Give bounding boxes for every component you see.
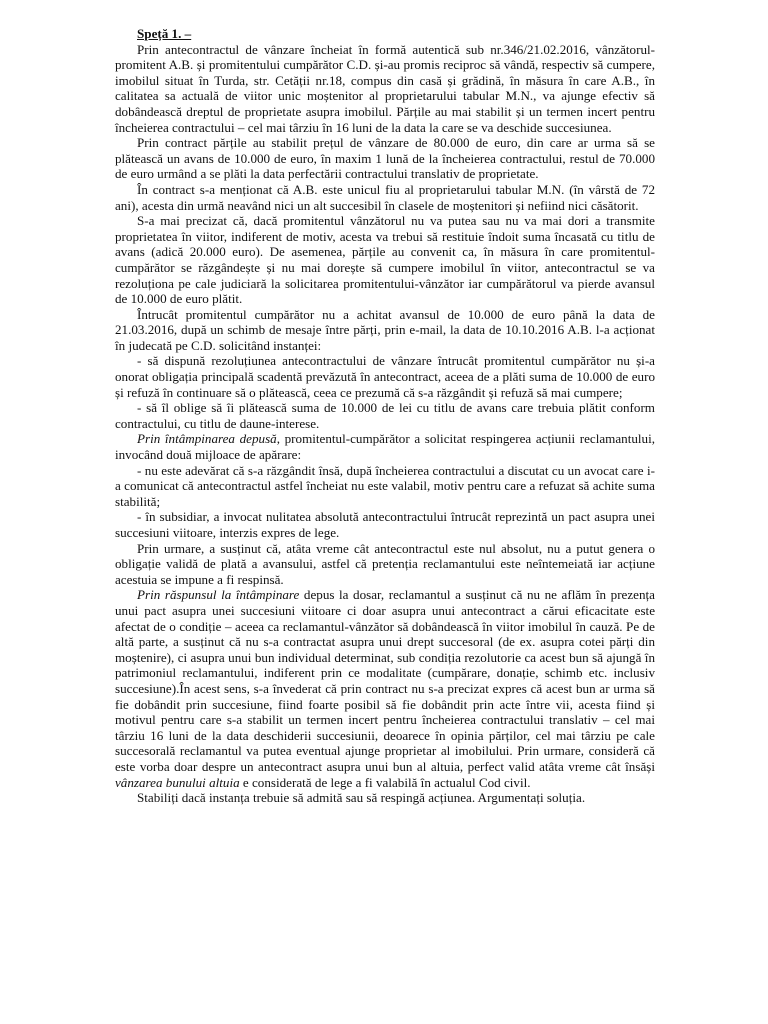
paragraph-defense-conclusion: Prin urmare, a susținut că, atâta vreme cât antecontractul este nul absolut, nu a putut genera o obligație validă de plată a avansului, astfel că pretenția reclamantului este neîntemeiată iar acțiune acestuia se impune a fi respinsă.	[115, 540, 655, 587]
paragraph-defense-two: - în subsidiar, a invocat nulitatea absolută antecontractului întrucât reprezintă un pact asupra unei succesiuni viitoare, interzis expres de lege.	[115, 509, 655, 540]
paragraph-question: Stabiliți dacă instanța trebuie să admită sau să respingă acțiunea. Argumentați soluția.	[137, 790, 586, 806]
paragraph-sole-heir: În contract s-a menționat că A.B. este unicul fiu al proprietarului tabular M.N. (în vârstă de 72 ani), acesta din urmă neavând nici un alt succesibil în clasele de moștenitori și nefiind nici căsătorit.	[115, 181, 655, 213]
paragraph-claim-rescission: - să dispună rezoluțiunea antecontractului de vânzare întrucât promitentul cumpărător nu și-a onorat obligația principală scadentă prevăzută în antecontract, aceea de a plăti suma de 10.000 de euro și refuză în continuare să o plătească, ceea ce prezumă că s-a răzgândit și refuză să mai cumpere;	[115, 353, 655, 400]
case-title: Speță 1. –	[137, 26, 192, 41]
paragraph-defense-intro: Prin întâmpinarea depusă, promitentul-cumpărător a solicitat respingerea acțiunii reclamantului, invocând două mijloace de apărare:	[115, 431, 655, 463]
paragraph-reply: Prin răspunsul la întâmpinare depus la dosar, reclamantul a susținut că nu ne aflăm în prezența unui pact asupra unei succesiuni viitoare ci doar asupra unui antecontract a cărui eficacitate este afectat de o condiție – aceea ca reclamantul-vânzător să dobândească în viitor imobilul în cauză. Pe de altă parte, a susținut că nu s-a contractat asupra unui drept succesoral (de ex. asupra cotei părți din moștenire), ci asupra unui bun individual determinat, sub condiția rezolutorie ca acest bun să ajungă în patrimoniul reclamantului, indiferent prin ce modalitate (cumpărare, donație, schimb etc. inclusiv succesiune).În acest sens, s-a învederat că prin contract nu s-a precizat expres că acest bun ar urma să fie dobândit prin succesiune, fiind foarte posibil să fie dobândit prin acte între vii, acesta fiind și motivul pentru care s-a stabilit un termen incert pentru încheierea contractului translativ – cel mai târziu 16 luni de la data deschiderii succesiunii, deoarece în opinia părților, cel mai târziu pe cale succesorală reclamantul va putea eventual ajunge proprietar al imobilului. Prin urmare, consideră că este vorba doar despre un antecontract asupra unui bun al altuia, perfect valid atâta vreme cât însăși vânzarea bunului altuia e considerată de lege a fi valabilă în actualul Cod civil.	[115, 587, 655, 790]
paragraph-claim-payment: - să îl oblige să îi plătească suma de 10.000 de lei cu titlu de avans care trebuia plătit conform contractului, cu titlu de daune-interese.	[115, 400, 655, 431]
paragraph-penalty: S-a mai precizat că, dacă promitentul vânzătorul nu va putea sau nu va mai dori a transmite proprietatea în viitor, indiferent de motiv, acesta va trebui să restituie îndoit suma încasată cu titlu de avans (adică 20.000 euro). De asemenea, părțile au convenit ca, în măsura în care promitentul-cumpărător se răzgândește și nu mai dorește să cumpere imobilul în viitor, antecontractul se va rezoluționa pe cale judiciară la solicitarea promitentului-vânzător iar cumpărătorul va pierde avansul de 10.000 de euro plătit.	[115, 213, 655, 307]
paragraph-defense-one: - nu este adevărat că s-a răzgândit însă, după încheierea contractului a discutat cu un avocat care i-a comunicat că antecontractul astfel încheiat nu este valabil, motiv pentru care a refuzat să achite suma stabilită;	[115, 462, 655, 509]
paragraph-price: Prin contract părțile au stabilit prețul de vânzare de 80.000 de euro, din care ar urma să se plătească un avans de 10.000 de euro, în maxim 1 lună de la încheierea contractului, restul de 70.000 de euro urmând a se plăti la data perfectării contractului translativ de proprietate.	[115, 135, 655, 182]
paragraph-lawsuit: Întrucât promitentul cumpărător nu a achitat avansul de 10.000 de euro până la data de 21.03.2016, după un schimb de mesaje între părți, prin e-mail, la data de 10.10.2016 A.B. l-a acționat în judecată pe C.D. solicitând instanței:	[115, 306, 655, 353]
paragraph-antecontract: Prin antecontractul de vânzare încheiat în formă autentică sub nr.346/21.02.2016, vânzătorul-promitent A.B. și promitentului cumpărător C.D. și-au promis reciproc să vândă, respectiv să cumpere, imobilul situat în Turda, str. Cetății nr.18, compus din casă și grădină, în măsura în care A.B., în calitatea sa actuală de viitor unic moștenitor al proprietarului tabular M.N., va ajunge efectiv să dobândească dreptul de proprietate asupra imobilul. Părțile au mai stabilit și un termen incert pentru încheierea contractului – cel mai târziu în 16 luni de la data la care se va deschide succesiunea.	[115, 41, 655, 135]
case-document	[115, 26, 655, 806]
